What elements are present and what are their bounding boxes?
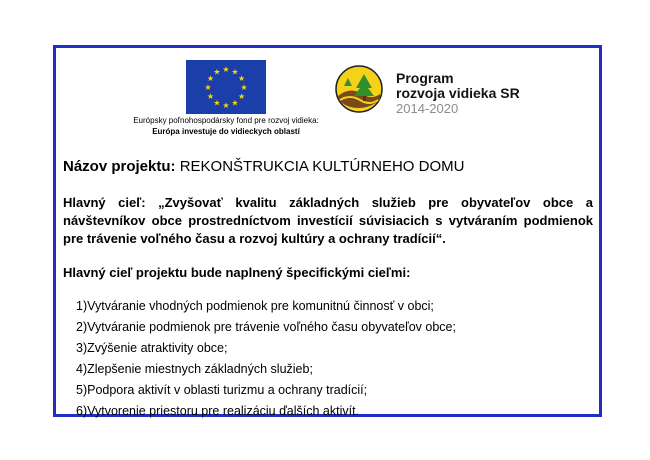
project-title xyxy=(63,158,593,176)
prv-logo-line-program: Program xyxy=(396,70,454,86)
project-title-value: REKONŠTRUKCIA KULTÚRNEHO DOMU xyxy=(179,158,465,175)
svg-text:★: ★ xyxy=(238,92,246,101)
list-item: 3)Zvýšenie atraktivity obce; xyxy=(76,341,228,355)
prv-logo-line-name: rozvoja vidieka SR xyxy=(396,85,520,101)
svg-text:★: ★ xyxy=(240,83,248,92)
svg-text:★: ★ xyxy=(238,74,246,83)
svg-text:★: ★ xyxy=(231,67,239,77)
prv-logo-text xyxy=(396,71,520,116)
prv-logo-line-period: 2014-2020 xyxy=(396,101,459,116)
list-item: 4)Zlepšenie miestnych základných služieb; xyxy=(76,362,313,376)
svg-text:★: ★ xyxy=(213,98,221,108)
list-item: 6)Vytvorenie priestoru pre realizáciu ďalších aktivít. xyxy=(76,404,360,418)
eu-logo-slogan: Európa investuje do vidieckych oblastí xyxy=(152,127,300,136)
list-item: 2)Vytváranie podmienok pre trávenie voľného času obyvateľov obce; xyxy=(76,320,456,334)
list-item: 5)Podpora aktivít v oblasti turizmu a ochrany tradícií; xyxy=(76,383,368,397)
eu-logo xyxy=(117,60,335,137)
specific-goals-intro: Hlavný cieľ projektu bude naplnený špecifickými cieľmi: xyxy=(63,265,411,280)
specific-goals-list xyxy=(63,296,593,422)
project-title-label: Názov projektu: xyxy=(63,158,176,175)
svg-text:★: ★ xyxy=(222,65,230,74)
eu-flag-icon xyxy=(186,60,266,114)
svg-text:★: ★ xyxy=(204,83,212,92)
eu-logo-caption: Európsky poľnohospodársky fond pre rozvoj vidieka: xyxy=(133,116,319,125)
main-goal-text: Hlavný cieľ: „Zvyšovať kvalitu základných služieb pre obyvateľov obce a návštevníkov obce prostredníctvom investícií súvisiacich s vytváraním podmienok pre trávenie voľného času a rozvoj kultúry a ochrany tradícií“. xyxy=(63,195,593,246)
svg-text:★: ★ xyxy=(206,92,214,101)
prv-emblem-icon xyxy=(334,64,384,114)
list-item: 1)Vytváranie vhodných podmienok pre komunitnú činnosť v obci; xyxy=(76,299,434,313)
svg-text:★: ★ xyxy=(222,101,230,110)
project-content xyxy=(63,158,593,422)
svg-text:★: ★ xyxy=(213,67,221,77)
svg-text:★: ★ xyxy=(231,98,239,108)
svg-text:★: ★ xyxy=(206,74,214,83)
